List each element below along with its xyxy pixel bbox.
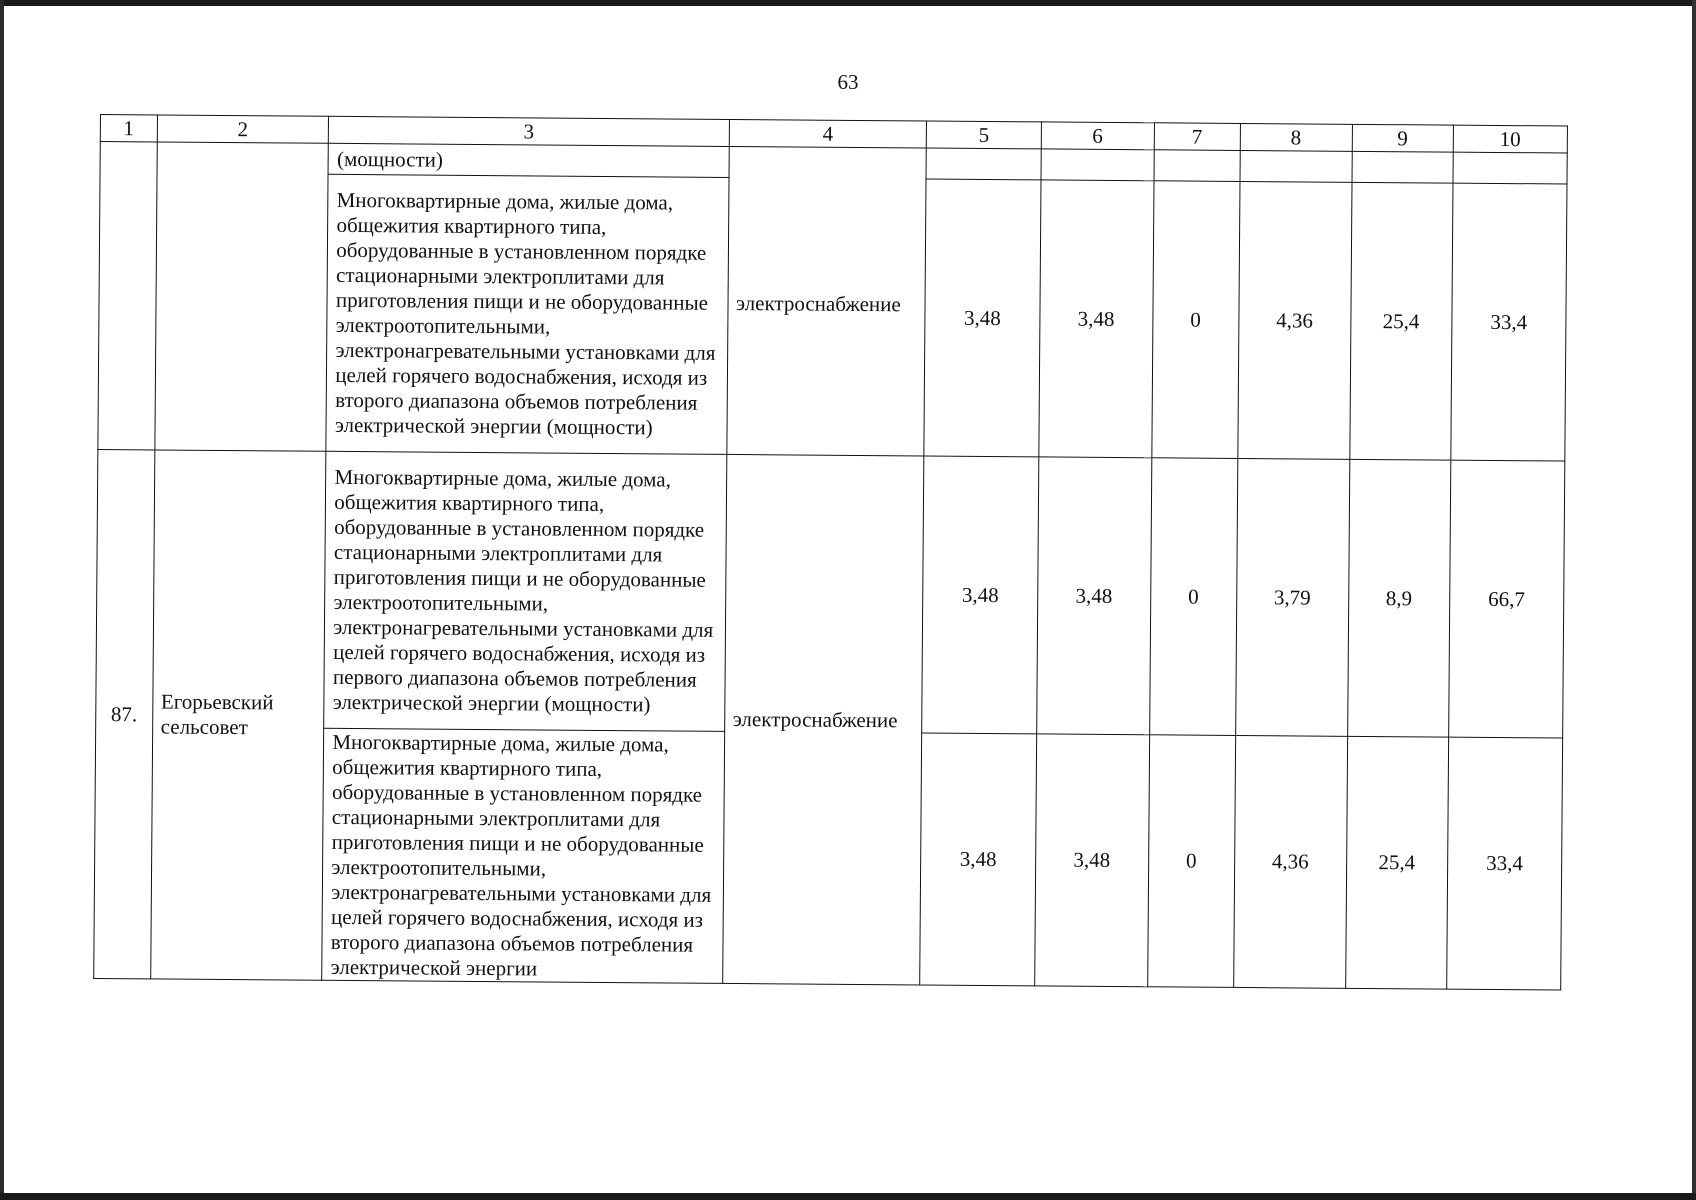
value-col-7: 0 [1149,458,1237,736]
header-col-1: 1 [100,115,157,142]
value-col-5: 3,48 [920,733,1036,986]
row-number-cell-empty [98,142,157,450]
header-col-4: 4 [729,119,927,148]
value-cell-empty [926,148,1040,180]
header-col-7: 7 [1154,123,1240,151]
consumer-category: Многоквартирные дома, жилые дома, общежития квартирного типа, оборудованные в установленном порядке стационарными электроплитами для приготовления пищи и не оборудованные электроотопительными, электронагревательными установками для целей горячего водоснабжения, исходя из второго диапазона объемов потребления электрической энергии (мощности) [326,174,728,454]
header-col-6: 6 [1041,122,1154,150]
value-cell-empty [1352,151,1453,183]
value-col-5: 3,48 [922,456,1038,734]
value-col-5: 3,48 [924,179,1040,457]
settlement-cell-empty [154,142,328,451]
value-cell-empty [1154,150,1240,182]
value-col-10: 33,4 [1446,737,1562,990]
table-row [96,449,1565,738]
value-col-9: 25,4 [1345,736,1448,989]
value-col-8: 4,36 [1233,735,1347,988]
consumer-category: Многоквартирные дома, жилые дома, общежития квартирного типа, оборудованные в установленном порядке стационарными электроплитами для приготовления пищи и не оборудованные электроотопительными, электронагревательными установками для целей горячего водоснабжения, исходя из первого диапазона объемов потребления электрической энергии (мощности) [324,451,726,731]
scan-border-left [0,0,4,1200]
row-number: 87. [94,449,155,978]
value-col-6: 3,48 [1034,734,1149,987]
service-type-cell: электроснабжение [726,146,926,456]
value-col-10: 66,7 [1448,460,1564,738]
value-col-8: 3,79 [1235,458,1349,736]
service-type-cell: электроснабжение [722,454,924,985]
value-col-7: 0 [1147,735,1235,988]
header-col-5: 5 [927,121,1041,149]
consumer-category: Многоквартирные дома, жилые дома, общежития квартирного типа, оборудованные в установленном порядке стационарными электроплитами для приготовления пищи и не оборудованные электроотопительными, электронагревательными установками для целей горячего водоснабжения, исходя из второго диапазона объемов потребления электрической энергии [322,728,724,983]
value-cell-empty [1453,152,1567,184]
value-col-8: 4,36 [1237,181,1351,459]
value-col-6: 3,48 [1038,180,1153,458]
value-col-10: 33,4 [1451,183,1567,461]
scan-border-right [1692,0,1696,1200]
header-col-3: 3 [329,116,729,146]
page-number: 63 [837,70,859,94]
value-col-6: 3,48 [1036,457,1151,735]
settlement-name: Егорьевский сельсовет [150,450,326,980]
value-col-9: 8,9 [1347,459,1450,737]
header-col-10: 10 [1453,125,1567,153]
tariff-table [93,114,1568,991]
value-col-9: 25,4 [1349,182,1452,460]
value-cell-empty [1041,149,1154,181]
header-col-9: 9 [1352,124,1453,152]
header-col-8: 8 [1240,123,1352,151]
scan-border-top [0,0,1696,6]
value-col-7: 0 [1152,181,1240,459]
value-cell-empty [1240,150,1352,182]
header-col-2: 2 [157,115,329,143]
scan-border-bottom [0,1193,1696,1200]
consumer-category-fragment: (мощности) [328,143,728,177]
